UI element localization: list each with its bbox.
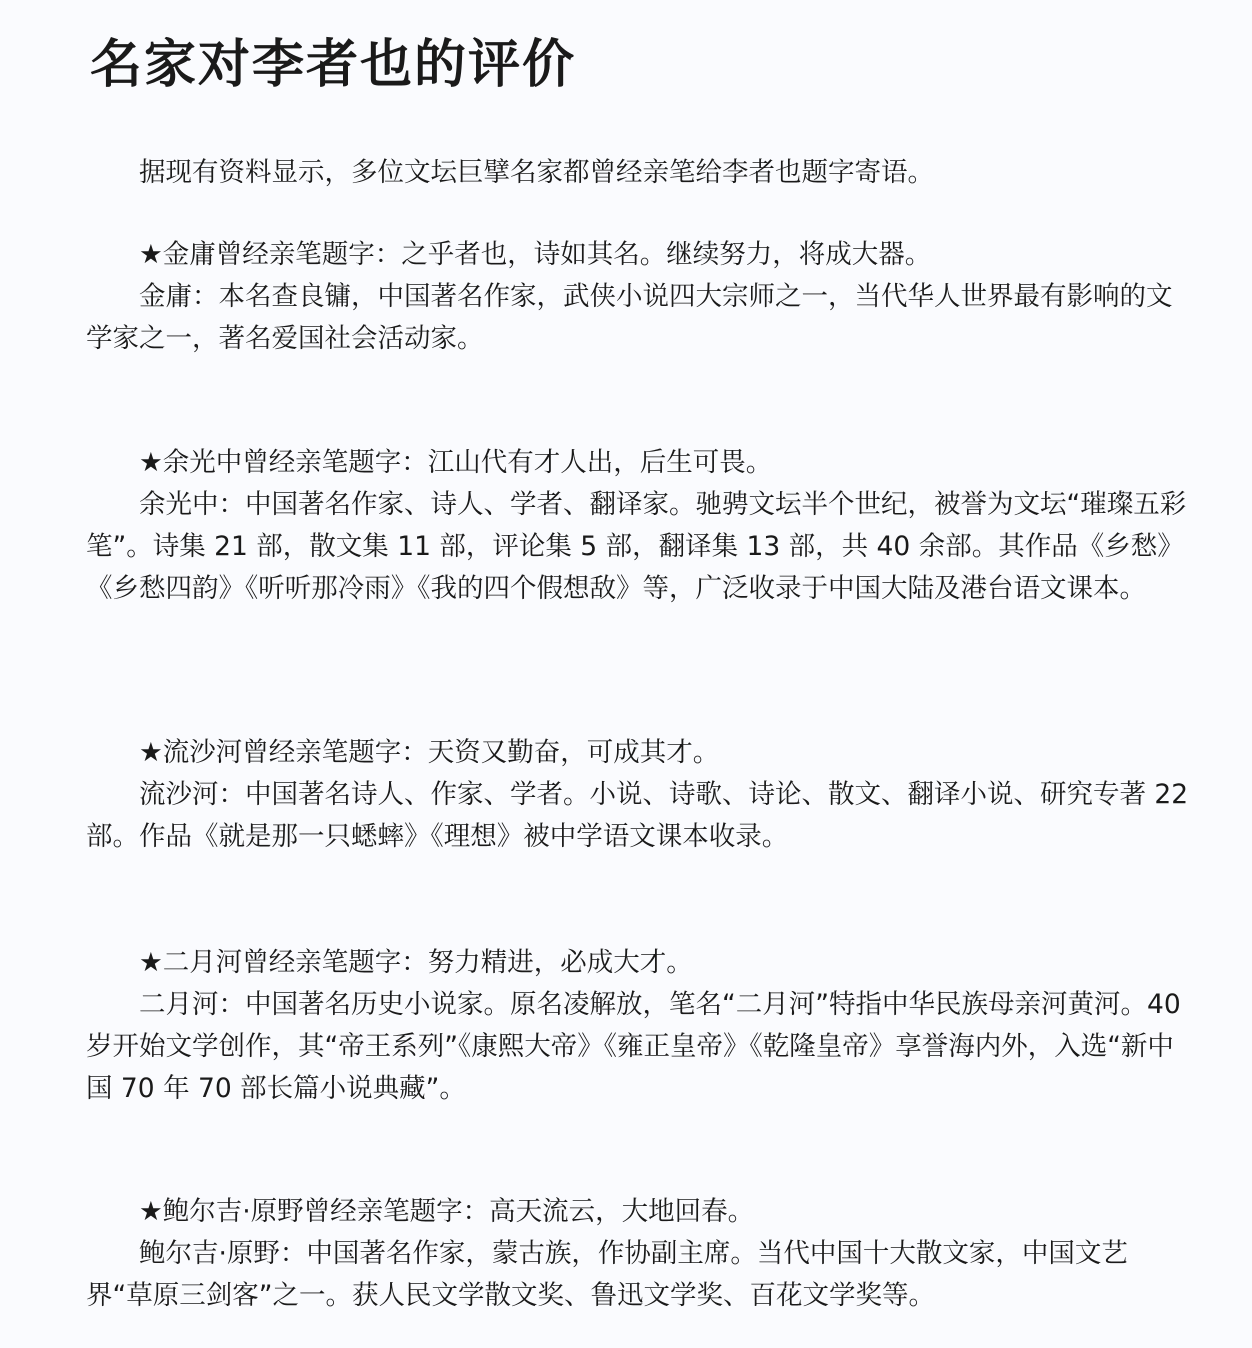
section-bio: 金庸：本名查良镛，中国著名作家，武侠小说四大宗师之一，当代华人世界最有影响的文学家之一，著名爱国社会活动家。 xyxy=(86,281,1173,354)
section-bio: 鲍尔吉·原野：中国著名作家，蒙古族，作协副主席。当代中国十大散文家，中国文艺界“草原三剑客”之一。获人民文学散文奖、鲁迅文学奖、百花文学奖等。 xyxy=(86,1238,1128,1311)
section-baoerji-yuanye xyxy=(86,1191,1194,1317)
section-heading: ★余光中曾经亲笔题字：江山代有才人出，后生可畏。 xyxy=(139,447,773,478)
section-jin-yong xyxy=(86,234,1194,360)
section-heading: ★鲍尔吉·原野曾经亲笔题字：高天流云，大地回春。 xyxy=(139,1196,755,1227)
intro-paragraph: 据现有资料显示，多位文坛巨擘名家都曾经亲笔给李者也题字寄语。 xyxy=(139,157,934,188)
section-heading: ★流沙河曾经亲笔题字：天资又勤奋，可成其才。 xyxy=(139,737,720,768)
section-bio: 二月河：中国著名历史小说家。原名凌解放，笔名“二月河”特指中华民族母亲河黄河。40 岁开始文学创作，其“帝王系列”《康熙大帝》《雍正皇帝》《乾隆皇帝》享誉海内外，入选“新中国 70 年 70 部长篇小说典藏”。 xyxy=(86,989,1181,1104)
section-liu-shahe xyxy=(86,732,1194,858)
page-title: 名家对李者也的评价 xyxy=(90,34,577,95)
section-bio: 余光中：中国著名作家、诗人、学者、翻译家。驰骋文坛半个世纪，被誉为文坛“璀璨五彩笔”。诗集 21 部，散文集 11 部，评论集 5 部，翻译集 13 部，共 40 余部。其作品《乡愁》《乡愁四韵》《听听那冷雨》《我的四个假想敌》等，广泛收录于中国大陆及港台语文课本。 xyxy=(86,489,1187,604)
section-er-yuehe xyxy=(86,942,1194,1110)
section-heading: ★金庸曾经亲笔题字：之乎者也，诗如其名。继续努力，将成大器。 xyxy=(139,239,932,270)
section-heading: ★二月河曾经亲笔题字：努力精进，必成大才。 xyxy=(139,947,693,978)
section-yu-guangzhong xyxy=(86,442,1194,610)
section-bio: 流沙河：中国著名诗人、作家、学者。小说、诗歌、诗论、散文、翻译小说、研究专著 22 部。作品《就是那一只蟋蟀》《理想》被中学语文课本收录。 xyxy=(86,779,1189,852)
